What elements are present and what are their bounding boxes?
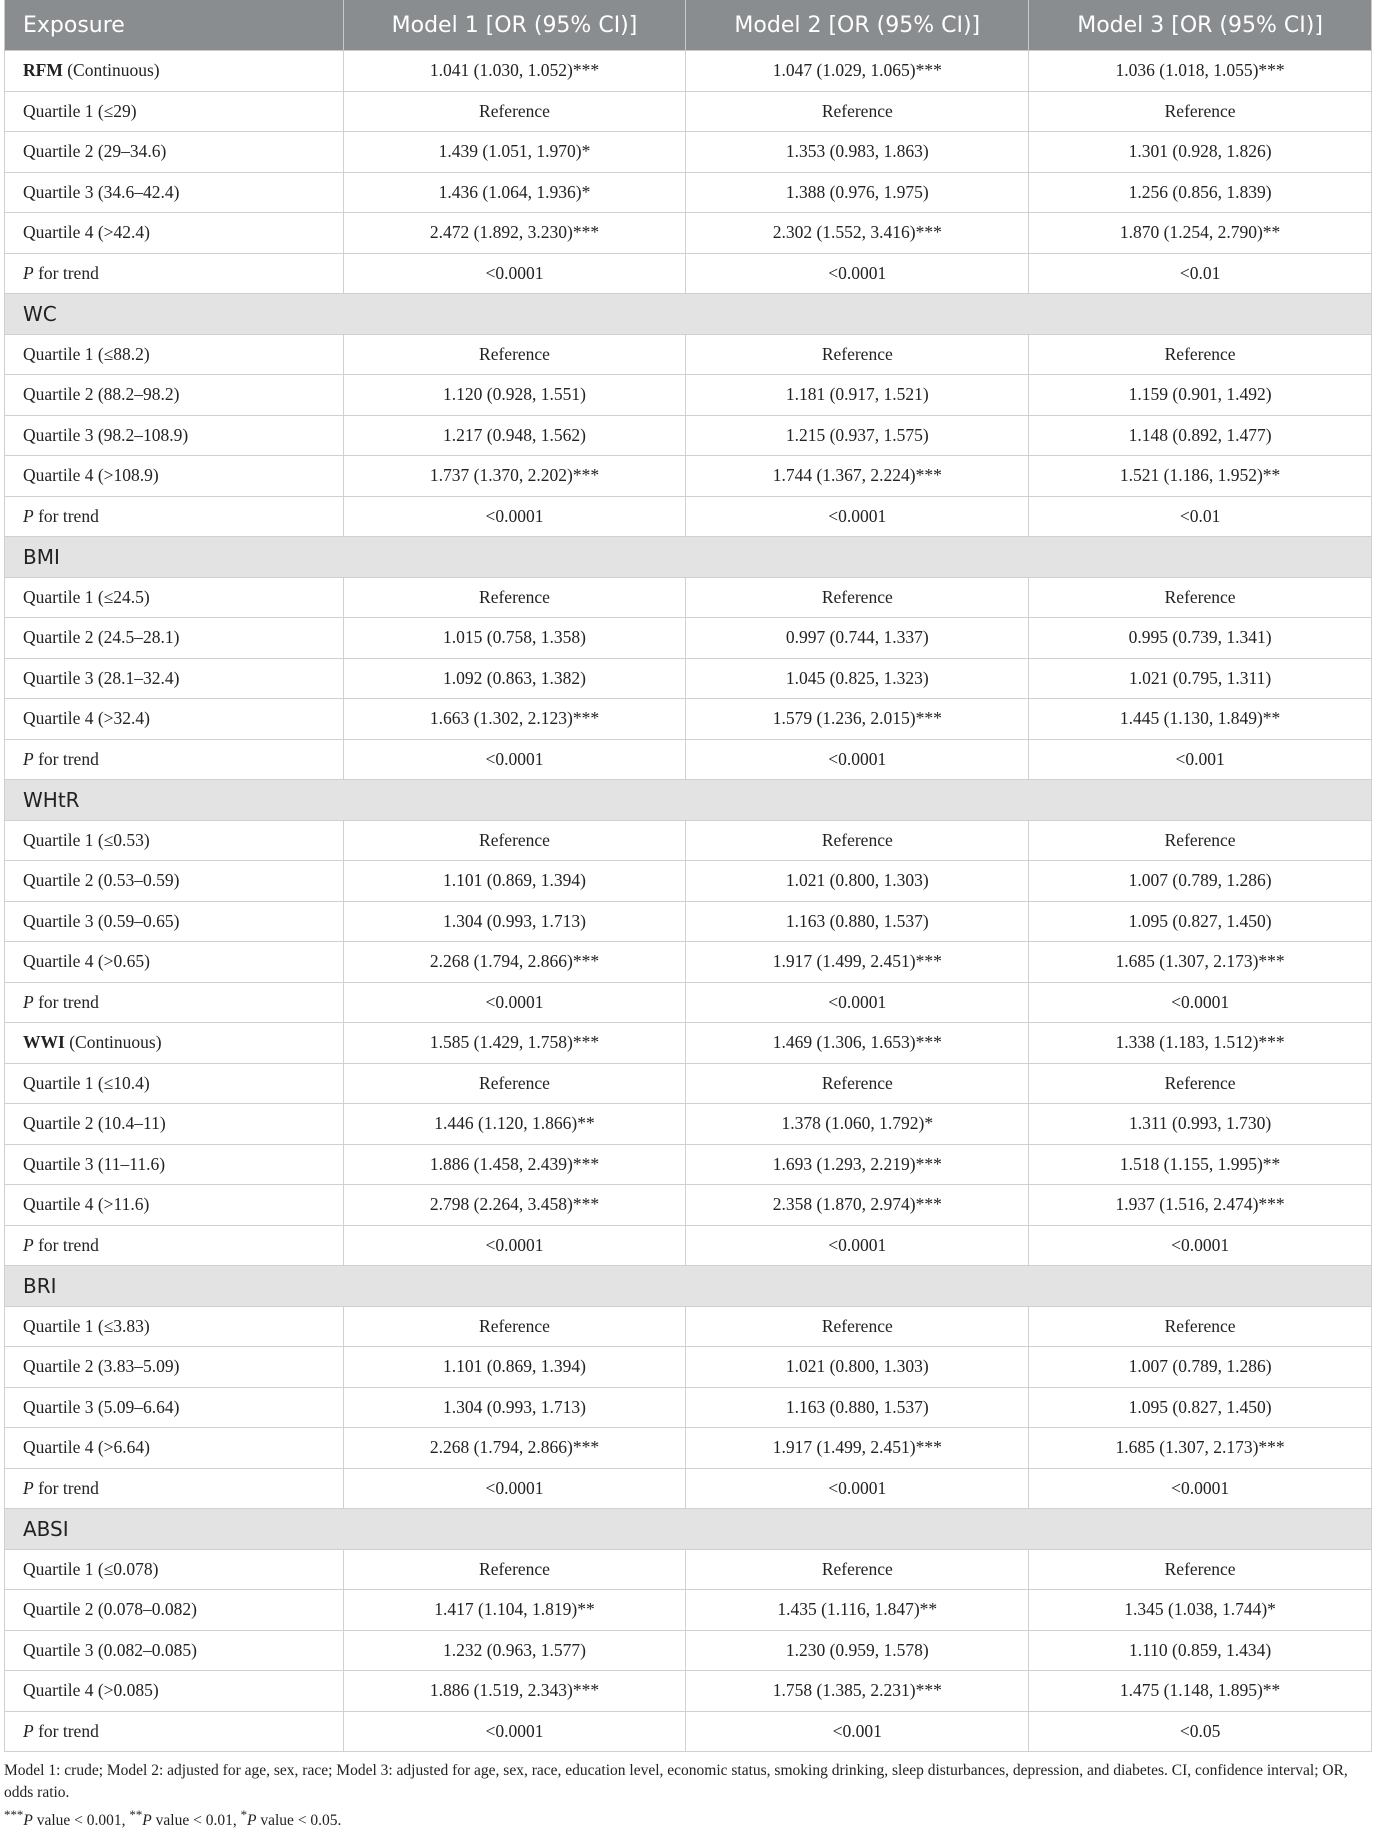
model-3-cell: 1.148 (0.892, 1.477) — [1029, 415, 1372, 456]
model-2-cell: <0.0001 — [686, 496, 1029, 537]
model-2-cell: 1.388 (0.976, 1.975) — [686, 172, 1029, 213]
model-1-cell: 1.232 (0.963, 1.577) — [343, 1630, 686, 1671]
exposure-cell — [5, 1468, 344, 1509]
table-row — [5, 658, 1372, 699]
model-3-cell: 1.475 (1.148, 1.895)** — [1029, 1671, 1372, 1712]
model-3-cell: 1.445 (1.130, 1.849)** — [1029, 699, 1372, 740]
model-3-cell: 1.110 (0.859, 1.434) — [1029, 1630, 1372, 1671]
section-label: BRI — [5, 1266, 1372, 1307]
model-2-cell: 1.163 (0.880, 1.537) — [686, 1387, 1029, 1428]
footnote-models: Model 1: crude; Model 2: adjusted for age, sex, race; Model 3: adjusted for age, sex, race, education level, economic status, smoking drinking, sleep disturbances, depression, and diabetes. CI, confidence interval; OR, odds ratio. — [4, 1762, 1348, 1801]
table-row — [5, 1428, 1372, 1469]
model-3-cell: 1.937 (1.516, 2.474)*** — [1029, 1185, 1372, 1226]
table-row — [5, 1671, 1372, 1712]
table-row — [5, 1590, 1372, 1631]
p-trend-row — [5, 1711, 1372, 1752]
p-symbol: P — [23, 505, 34, 526]
model-2-cell: 1.230 (0.959, 1.578) — [686, 1630, 1029, 1671]
model-3-cell: Reference — [1029, 91, 1372, 132]
table-row — [5, 1630, 1372, 1671]
model-3-cell: 1.345 (1.038, 1.744)* — [1029, 1590, 1372, 1631]
model-2-cell: 1.021 (0.800, 1.303) — [686, 1347, 1029, 1388]
section-header-row — [5, 294, 1372, 335]
model-2-cell: <0.0001 — [686, 1225, 1029, 1266]
model-2-cell: 2.302 (1.552, 3.416)*** — [686, 213, 1029, 254]
continuous-row — [5, 51, 1372, 92]
model-1-cell: 1.439 (1.051, 1.970)* — [343, 132, 686, 173]
exposure-cell: Quartile 4 (>32.4) — [5, 699, 344, 740]
model-3-cell: 1.685 (1.307, 2.173)*** — [1029, 942, 1372, 983]
model-1-cell: <0.0001 — [343, 253, 686, 294]
table-row — [5, 1144, 1372, 1185]
exposure-cell — [5, 739, 344, 780]
model-2-cell: 1.045 (0.825, 1.323) — [686, 658, 1029, 699]
p-symbol: P — [23, 991, 34, 1012]
section-header-row — [5, 537, 1372, 578]
column-header-model-1: Model 1 [OR (95% CI)] — [343, 0, 686, 51]
p-trend-row — [5, 1468, 1372, 1509]
exposure-cell: Quartile 2 (10.4–11) — [5, 1104, 344, 1145]
exposure-cell — [5, 1023, 344, 1064]
section-label: ABSI — [5, 1509, 1372, 1550]
model-3-cell: 1.007 (0.789, 1.286) — [1029, 861, 1372, 902]
model-1-cell: 1.092 (0.863, 1.382) — [343, 658, 686, 699]
model-1-cell: <0.0001 — [343, 739, 686, 780]
exposure-cell: Quartile 1 (≤24.5) — [5, 577, 344, 618]
exposure-cell — [5, 982, 344, 1023]
exposure-cell — [5, 1225, 344, 1266]
exposure-qualifier: (Continuous) — [64, 1032, 162, 1053]
model-1-cell: Reference — [343, 91, 686, 132]
model-1-cell: <0.0001 — [343, 982, 686, 1023]
model-3-cell: <0.0001 — [1029, 982, 1372, 1023]
exposure-cell: Quartile 1 (≤88.2) — [5, 334, 344, 375]
trend-label: for trend — [33, 1720, 99, 1741]
model-2-cell: 0.997 (0.744, 1.337) — [686, 618, 1029, 659]
model-3-cell: <0.0001 — [1029, 1468, 1372, 1509]
section-label: BMI — [5, 537, 1372, 578]
footnote-stars: *** — [4, 1807, 24, 1822]
p-trend-row — [5, 253, 1372, 294]
table-row — [5, 132, 1372, 173]
exposure-cell: Quartile 4 (>11.6) — [5, 1185, 344, 1226]
trend-label: for trend — [33, 1477, 99, 1498]
exposure-cell: Quartile 3 (28.1–32.4) — [5, 658, 344, 699]
model-1-cell: <0.0001 — [343, 496, 686, 537]
model-1-cell: 2.472 (1.892, 3.230)*** — [343, 213, 686, 254]
model-1-cell: 1.886 (1.519, 2.343)*** — [343, 1671, 686, 1712]
model-1-cell: Reference — [343, 1549, 686, 1590]
model-1-cell: Reference — [343, 820, 686, 861]
model-2-cell: 1.579 (1.236, 2.015)*** — [686, 699, 1029, 740]
model-1-cell: 1.663 (1.302, 2.123)*** — [343, 699, 686, 740]
exposure-cell: Quartile 1 (≤10.4) — [5, 1063, 344, 1104]
footnote-stars: * — [240, 1807, 248, 1822]
exposure-cell: Quartile 4 (>0.65) — [5, 942, 344, 983]
p-symbol: P — [23, 1477, 34, 1498]
trend-label: for trend — [33, 505, 99, 526]
model-2-cell: 1.163 (0.880, 1.537) — [686, 901, 1029, 942]
column-header-model-3: Model 3 [OR (95% CI)] — [1029, 0, 1372, 51]
table-row — [5, 1306, 1372, 1347]
exposure-cell — [5, 496, 344, 537]
model-1-cell: 1.101 (0.869, 1.394) — [343, 861, 686, 902]
model-2-cell: 1.469 (1.306, 1.653)*** — [686, 1023, 1029, 1064]
p-symbol: P — [23, 1720, 34, 1741]
trend-label: for trend — [33, 991, 99, 1012]
odds-ratio-table — [4, 0, 1372, 1752]
model-2-cell: Reference — [686, 91, 1029, 132]
exposure-name: WWI — [23, 1032, 65, 1053]
model-1-cell: 2.268 (1.794, 2.866)*** — [343, 1428, 686, 1469]
table-row — [5, 699, 1372, 740]
model-2-cell: 1.744 (1.367, 2.224)*** — [686, 456, 1029, 497]
model-2-cell: 1.693 (1.293, 2.219)*** — [686, 1144, 1029, 1185]
p-symbol: P — [23, 1234, 34, 1255]
model-3-cell: 0.995 (0.739, 1.341) — [1029, 618, 1372, 659]
exposure-cell: Quartile 1 (≤0.078) — [5, 1549, 344, 1590]
footnote-stars: ** — [129, 1807, 143, 1822]
model-3-cell: 1.301 (0.928, 1.826) — [1029, 132, 1372, 173]
results-table-container — [4, 0, 1372, 1832]
section-header-row — [5, 1509, 1372, 1550]
table-row — [5, 172, 1372, 213]
model-1-cell: 1.886 (1.458, 2.439)*** — [343, 1144, 686, 1185]
model-2-cell: 2.358 (1.870, 2.974)*** — [686, 1185, 1029, 1226]
model-2-cell: <0.0001 — [686, 982, 1029, 1023]
exposure-cell: Quartile 2 (0.078–0.082) — [5, 1590, 344, 1631]
model-1-cell: <0.0001 — [343, 1468, 686, 1509]
table-row — [5, 213, 1372, 254]
model-2-cell: 1.215 (0.937, 1.575) — [686, 415, 1029, 456]
model-1-cell: 1.217 (0.948, 1.562) — [343, 415, 686, 456]
model-3-cell: 1.311 (0.993, 1.730) — [1029, 1104, 1372, 1145]
model-3-cell: 1.095 (0.827, 1.450) — [1029, 1387, 1372, 1428]
table-row — [5, 942, 1372, 983]
model-1-cell: 2.268 (1.794, 2.866)*** — [343, 942, 686, 983]
footnote-text: value < 0.05. — [256, 1812, 342, 1830]
p-trend-row — [5, 982, 1372, 1023]
exposure-cell: Quartile 3 (34.6–42.4) — [5, 172, 344, 213]
p-trend-row — [5, 739, 1372, 780]
footnote-p: P — [142, 1812, 152, 1830]
footnote-p: P — [23, 1812, 33, 1830]
model-1-cell: 1.120 (0.928, 1.551) — [343, 375, 686, 416]
table-row — [5, 1549, 1372, 1590]
table-row — [5, 820, 1372, 861]
table-row — [5, 1387, 1372, 1428]
p-symbol: P — [23, 748, 34, 769]
exposure-cell: Quartile 3 (0.59–0.65) — [5, 901, 344, 942]
p-trend-row — [5, 1225, 1372, 1266]
model-1-cell: 1.737 (1.370, 2.202)*** — [343, 456, 686, 497]
model-1-cell: 1.304 (0.993, 1.713) — [343, 901, 686, 942]
model-1-cell: 1.304 (0.993, 1.713) — [343, 1387, 686, 1428]
exposure-cell: Quartile 2 (29–34.6) — [5, 132, 344, 173]
model-3-cell: 1.095 (0.827, 1.450) — [1029, 901, 1372, 942]
model-2-cell: Reference — [686, 334, 1029, 375]
model-3-cell: 1.021 (0.795, 1.311) — [1029, 658, 1372, 699]
table-row — [5, 375, 1372, 416]
model-3-cell: 1.256 (0.856, 1.839) — [1029, 172, 1372, 213]
model-1-cell: 1.436 (1.064, 1.936)* — [343, 172, 686, 213]
model-2-cell: Reference — [686, 1549, 1029, 1590]
model-2-cell: 1.181 (0.917, 1.521) — [686, 375, 1029, 416]
model-3-cell: 1.338 (1.183, 1.512)*** — [1029, 1023, 1372, 1064]
exposure-cell: Quartile 1 (≤0.53) — [5, 820, 344, 861]
trend-label: for trend — [33, 1234, 99, 1255]
exposure-cell — [5, 51, 344, 92]
model-2-cell: 1.047 (1.029, 1.065)*** — [686, 51, 1029, 92]
exposure-qualifier: (Continuous) — [62, 60, 160, 81]
model-3-cell: Reference — [1029, 577, 1372, 618]
exposure-cell — [5, 253, 344, 294]
model-1-cell: <0.0001 — [343, 1711, 686, 1752]
exposure-cell: Quartile 2 (3.83–5.09) — [5, 1347, 344, 1388]
exposure-cell: Quartile 1 (≤3.83) — [5, 1306, 344, 1347]
model-1-cell: 1.446 (1.120, 1.866)** — [343, 1104, 686, 1145]
table-row — [5, 1185, 1372, 1226]
exposure-name: RFM — [23, 60, 63, 81]
model-1-cell: Reference — [343, 1063, 686, 1104]
model-2-cell: Reference — [686, 1306, 1029, 1347]
continuous-row — [5, 1023, 1372, 1064]
footnote-text: value < 0.01, — [151, 1812, 241, 1830]
section-label: WHtR — [5, 780, 1372, 821]
column-header-model-2: Model 2 [OR (95% CI)] — [686, 0, 1029, 51]
table-row — [5, 415, 1372, 456]
model-3-cell: <0.05 — [1029, 1711, 1372, 1752]
exposure-cell: Quartile 3 (98.2–108.9) — [5, 415, 344, 456]
model-2-cell: 1.353 (0.983, 1.863) — [686, 132, 1029, 173]
model-3-cell: <0.0001 — [1029, 1225, 1372, 1266]
table-row — [5, 456, 1372, 497]
model-3-cell: Reference — [1029, 334, 1372, 375]
table-header-row — [5, 0, 1372, 51]
table-row — [5, 1347, 1372, 1388]
model-1-cell: 1.101 (0.869, 1.394) — [343, 1347, 686, 1388]
model-2-cell: <0.0001 — [686, 739, 1029, 780]
model-2-cell: Reference — [686, 1063, 1029, 1104]
exposure-cell: Quartile 4 (>108.9) — [5, 456, 344, 497]
table-row — [5, 1063, 1372, 1104]
model-1-cell: 1.015 (0.758, 1.358) — [343, 618, 686, 659]
model-3-cell: <0.001 — [1029, 739, 1372, 780]
exposure-cell — [5, 1711, 344, 1752]
model-1-cell: <0.0001 — [343, 1225, 686, 1266]
model-3-cell: 1.007 (0.789, 1.286) — [1029, 1347, 1372, 1388]
model-2-cell: <0.0001 — [686, 253, 1029, 294]
model-2-cell: <0.0001 — [686, 1468, 1029, 1509]
model-1-cell: 1.417 (1.104, 1.819)** — [343, 1590, 686, 1631]
model-2-cell: Reference — [686, 577, 1029, 618]
exposure-cell: Quartile 3 (11–11.6) — [5, 1144, 344, 1185]
model-1-cell: Reference — [343, 1306, 686, 1347]
table-row — [5, 91, 1372, 132]
exposure-cell: Quartile 4 (>42.4) — [5, 213, 344, 254]
p-symbol: P — [23, 262, 34, 283]
exposure-cell: Quartile 4 (>6.64) — [5, 1428, 344, 1469]
exposure-cell: Quartile 3 (5.09–6.64) — [5, 1387, 344, 1428]
model-3-cell: 1.521 (1.186, 1.952)** — [1029, 456, 1372, 497]
table-footnotes — [4, 1760, 1372, 1832]
model-1-cell: 1.041 (1.030, 1.052)*** — [343, 51, 686, 92]
model-1-cell: Reference — [343, 577, 686, 618]
model-3-cell: <0.01 — [1029, 253, 1372, 294]
table-row — [5, 577, 1372, 618]
model-3-cell: Reference — [1029, 820, 1372, 861]
p-trend-row — [5, 496, 1372, 537]
model-2-cell: 1.917 (1.499, 2.451)*** — [686, 1428, 1029, 1469]
model-3-cell: 1.870 (1.254, 2.790)** — [1029, 213, 1372, 254]
table-body — [5, 51, 1372, 1752]
table-row — [5, 618, 1372, 659]
model-1-cell: Reference — [343, 334, 686, 375]
trend-label: for trend — [33, 262, 99, 283]
footnote-significance — [4, 1804, 1364, 1832]
table-row — [5, 861, 1372, 902]
model-3-cell: Reference — [1029, 1306, 1372, 1347]
exposure-cell: Quartile 1 (≤29) — [5, 91, 344, 132]
table-row — [5, 1104, 1372, 1145]
model-2-cell: <0.001 — [686, 1711, 1029, 1752]
model-3-cell: 1.685 (1.307, 2.173)*** — [1029, 1428, 1372, 1469]
footnote-p: P — [247, 1812, 257, 1830]
model-3-cell: 1.159 (0.901, 1.492) — [1029, 375, 1372, 416]
exposure-cell: Quartile 2 (88.2–98.2) — [5, 375, 344, 416]
model-1-cell: 2.798 (2.264, 3.458)*** — [343, 1185, 686, 1226]
section-header-row — [5, 780, 1372, 821]
model-2-cell: 1.758 (1.385, 2.231)*** — [686, 1671, 1029, 1712]
section-header-row — [5, 1266, 1372, 1307]
section-label: WC — [5, 294, 1372, 335]
footnote-text: value < 0.001, — [32, 1812, 130, 1830]
exposure-cell: Quartile 3 (0.082–0.085) — [5, 1630, 344, 1671]
model-1-cell: 1.585 (1.429, 1.758)*** — [343, 1023, 686, 1064]
model-3-cell: <0.01 — [1029, 496, 1372, 537]
column-header-exposure: Exposure — [5, 0, 344, 51]
model-3-cell: 1.518 (1.155, 1.995)** — [1029, 1144, 1372, 1185]
exposure-cell: Quartile 4 (>0.085) — [5, 1671, 344, 1712]
model-2-cell: 1.435 (1.116, 1.847)** — [686, 1590, 1029, 1631]
exposure-cell: Quartile 2 (0.53–0.59) — [5, 861, 344, 902]
model-2-cell: Reference — [686, 820, 1029, 861]
model-3-cell: 1.036 (1.018, 1.055)*** — [1029, 51, 1372, 92]
model-3-cell: Reference — [1029, 1549, 1372, 1590]
exposure-cell: Quartile 2 (24.5–28.1) — [5, 618, 344, 659]
model-2-cell: 1.021 (0.800, 1.303) — [686, 861, 1029, 902]
model-3-cell: Reference — [1029, 1063, 1372, 1104]
model-2-cell: 1.917 (1.499, 2.451)*** — [686, 942, 1029, 983]
table-row — [5, 334, 1372, 375]
trend-label: for trend — [33, 748, 99, 769]
table-row — [5, 901, 1372, 942]
model-2-cell: 1.378 (1.060, 1.792)* — [686, 1104, 1029, 1145]
